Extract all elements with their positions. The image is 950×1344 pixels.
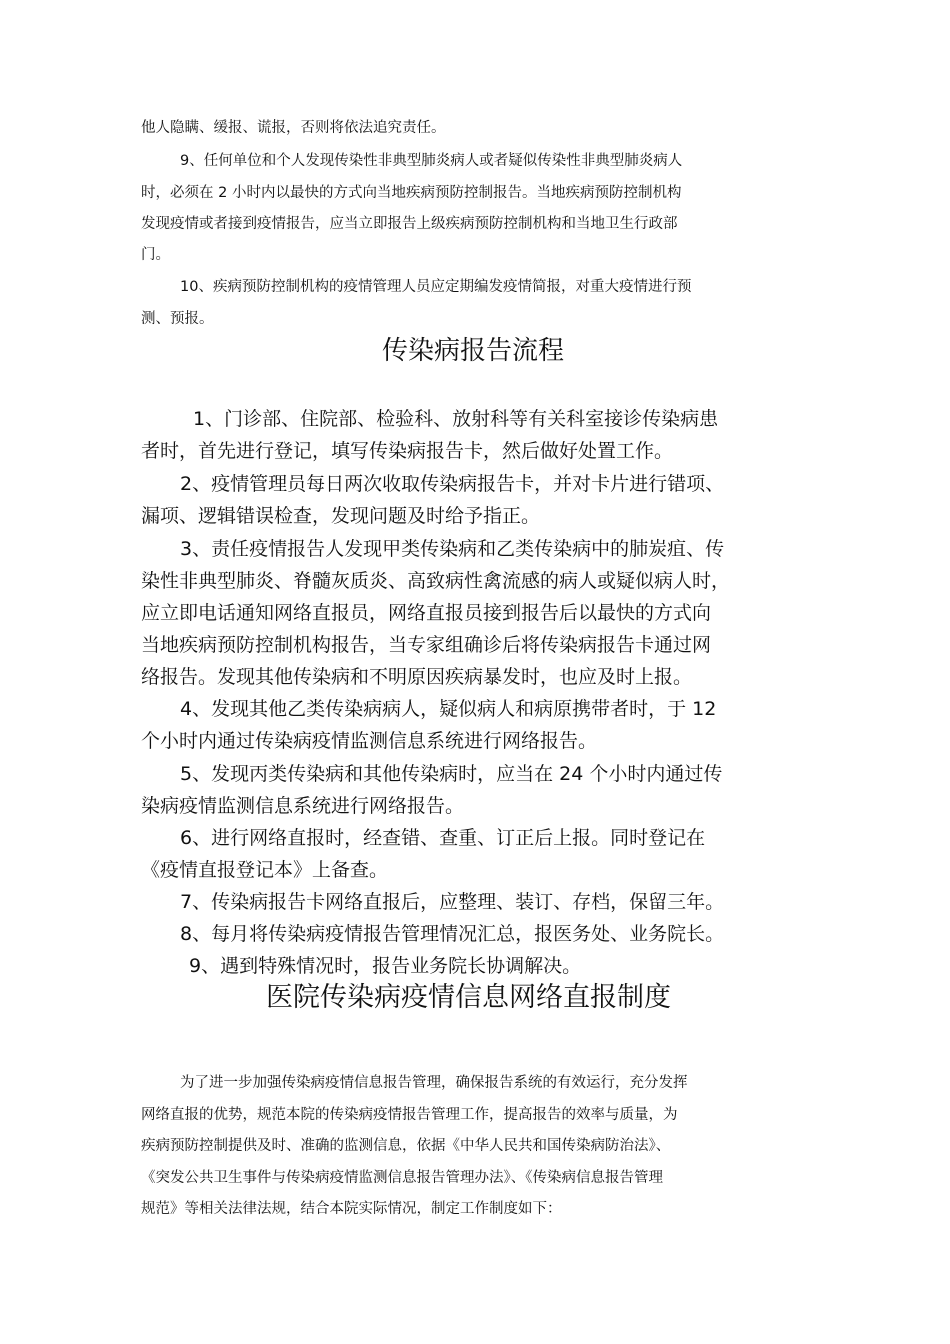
- text-line: 个小时内通过传染病疫情监测信息系统进行网络报告。: [141, 730, 598, 752]
- text-line: 规范》等相关法律法规，结合本院实际情况，制定工作制度如下：: [141, 1201, 562, 1217]
- text-line: 者时，首先进行登记，填写传染病报告卡，然后做好处置工作。: [141, 440, 674, 462]
- text-line: 7、传染病报告卡网络直报后，应整理、装订、存档，保留三年。: [180, 891, 725, 913]
- text-line: 2、疫情管理员每日两次收取传染病报告卡，并对卡片进行错项、: [180, 473, 725, 495]
- text-line: 染病疫情监测信息系统进行网络报告。: [141, 795, 465, 817]
- text-line: 10、疾病预防控制机构的疫情管理人员应定期编发疫情简报，对重大疫情进行预: [180, 279, 692, 295]
- text-line: 时，必须在 2 小时内以最快的方式向当地疾病预防控制报告。当地疾病预防控制机构: [141, 185, 682, 201]
- text-line: 1、门诊部、住院部、检验科、放射科等有关科室接诊传染病患: [193, 408, 719, 430]
- text-line: 网络直报的优势，规范本院的传染病疫情报告管理工作，提高报告的效率与质量，为: [141, 1107, 678, 1123]
- text-line: 漏项、逻辑错误检查，发现问题及时给予指正。: [141, 505, 541, 527]
- text-line: 门。: [141, 247, 170, 263]
- text-line: 他人隐瞒、缓报、谎报，否则将依法追究责任。: [141, 120, 446, 136]
- text-line: 8、每月将传染病疫情报告管理情况汇总，报医务处、业务院长。: [180, 923, 725, 945]
- text-line: 6、进行网络直报时，经查错、查重、订正后上报。同时登记在: [180, 827, 706, 849]
- text-line: 测、预报。: [141, 311, 214, 327]
- text-line: 5、发现丙类传染病和其他传染病时，应当在 24 个小时内通过传: [180, 763, 723, 785]
- text-line: 为了进一步加强传染病疫情信息报告管理，确保报告系统的有效运行，充分发挥: [180, 1075, 688, 1091]
- text-line: 当地疾病预防控制机构报告，当专家组确诊后将传染病报告卡通过网: [141, 634, 712, 656]
- text-line: 应立即电话通知网络直报员，网络直报员接到报告后以最快的方式向: [141, 602, 712, 624]
- text-line: 疾病预防控制提供及时、准确的监测信息，依据《中华人民共和国传染病防治法》、: [141, 1138, 671, 1154]
- text-line: 发现疫情或者接到疫情报告，应当立即报告上级疾病预防控制机构和当地卫生行政部: [141, 216, 678, 232]
- text-line: 9、遇到特殊情况时，报告业务院长协调解决。: [189, 955, 582, 977]
- section-title: 医院传染病疫情信息网络直报制度: [266, 982, 671, 1013]
- text-line: 络报告。发现其他传染病和不明原因疾病暴发时，也应及时上报。: [141, 666, 693, 688]
- section-title: 传染病报告流程: [382, 336, 565, 366]
- text-line: 《疫情直报登记本》上备查。: [141, 859, 389, 881]
- text-line: 4、发现其他乙类传染病病人，疑似病人和病原携带者时，于 12: [180, 698, 717, 720]
- text-line: 《突发公共卫生事件与传染病疫情监测信息报告管理办法》、《传染病信息报告管理: [141, 1170, 663, 1186]
- text-line: 9、任何单位和个人发现传染性非典型肺炎病人或者疑似传染性非典型肺炎病人: [180, 153, 683, 169]
- text-line: 3、责任疫情报告人发现甲类传染病和乙类传染病中的肺炭疽、传: [180, 538, 725, 560]
- text-line: 染性非典型肺炎、脊髓灰质炎、高致病性禽流感的病人或疑似病人时，: [141, 570, 731, 592]
